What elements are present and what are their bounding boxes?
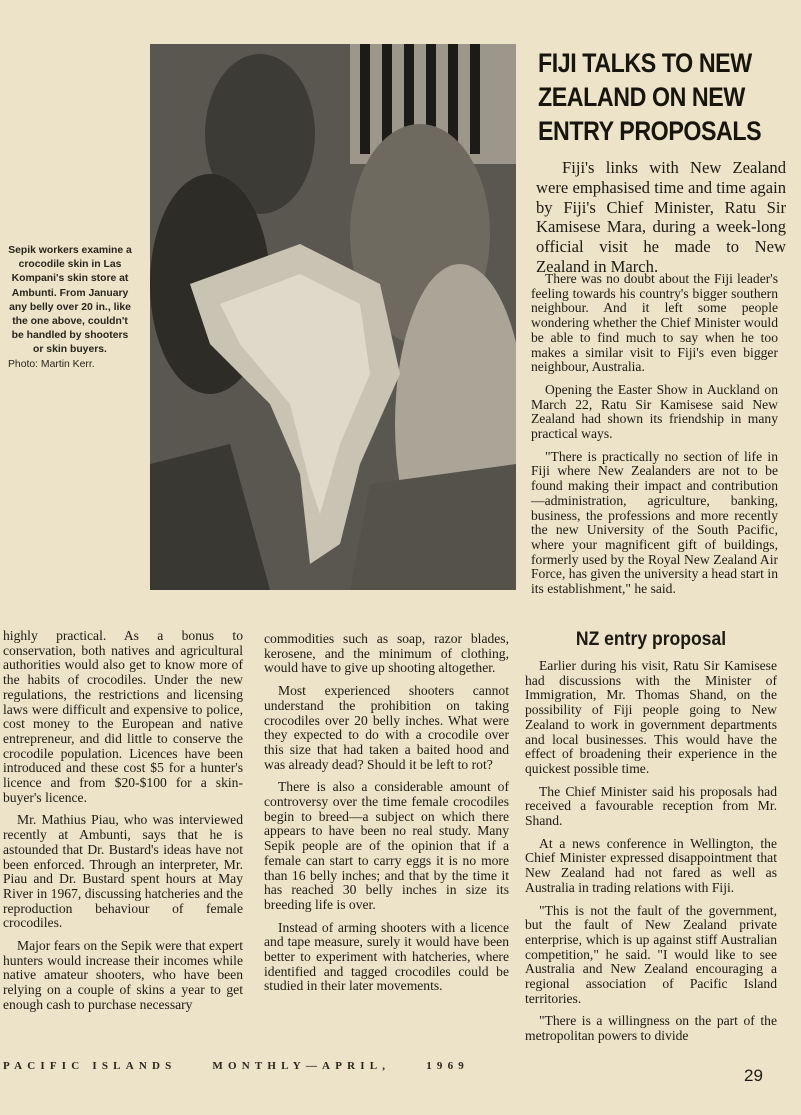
paragraph: Most experienced shooters cannot understand the prohibition on taking crocodiles over 20 belly inches. What were they expected to do with a crocodile over this size that had taken a baited hood and was already dead? Should it be left to rot? [264, 683, 509, 772]
right-column-top [531, 272, 778, 605]
paragraph: The Chief Minister said his proposals had received a favourable reception from Mr. Shand. [525, 783, 777, 829]
paragraph: commodities such as soap, razor blades, kerosene, and the minimum of clothing, would have to give up shooting altogether. [264, 631, 509, 676]
footer-year: 1969 [426, 1060, 469, 1072]
photo-caption [8, 244, 132, 372]
paragraph: Major fears on the Sepik were that expert hunters would increase their incomes while native amateur shooters, who have been relying on a couple of skins a year to get enough cash to purchase necessary [3, 938, 243, 1012]
left-column [3, 629, 243, 1021]
paragraph: Opening the Easter Show in Auckland on March 22, Ratu Sir Kamisese said New Zealand had shown its friendship in many practical ways. [531, 381, 778, 442]
paragraph: "This is not the fault of the government, but the fault of New Zealand private enterprise, which is up against stiff Australian competition," he said. "I would like to see Australia and New Zealand encouraging a regional association of Pacific Island territories. [525, 902, 777, 1006]
section-subhead: NZ entry proposal [575, 628, 727, 650]
paragraph: highly practical. As a bonus to conservation, both natives and agricultural authorities would also get to know more of the habits of crocodiles. Under the new regulations, the restrictions and licensing laws were difficult and expensive to police, cost money to the European and native entrepreneur, and did little to conserve the crocodile population. Licences have been introduced and these cost $5 for a hunter's licence and from $20-$100 for a skin-buyer's licence. [3, 628, 243, 805]
photo-credit: Photo: Martin Kerr. [8, 358, 95, 370]
paragraph: At a news conference in Wellington, the Chief Minister expressed disappointment that New Zealand had not fared as well as Australia in trading relations with Fiji. [525, 835, 777, 895]
paragraph: There is also a considerable amount of controversy over the time female crocodiles begin to breed—a subject on which there appears to have been no real study. Many Sepik people are of the opinion that if a female can start to carry eggs it is no more than 16 belly inches; and that by the time it has reached 30 belly inches in size its breeding life is over. [264, 779, 509, 912]
paragraph: Instead of arming shooters with a licence and tape measure, surely it would have been better to experiment with hatcheries, where identified and tagged crocodiles could be studied in their later movements. [264, 919, 509, 994]
paragraph: "There is practically no section of life in Fiji where New Zealanders are not to be found making their impact and contribution—administration, agriculture, banking, business, the professions and more recently the new University of the South Pacific, where your magnificent gift of buildings, formerly used by the Royal New Zealand Air Force, has given the university a head start in its establishment," he said. [531, 448, 778, 597]
paragraph: There was no doubt about the Fiji leader's feeling towards his country's bigger southern neighbour. And it left some people wondering whether the Chief Minister would be able to find much to say when he too makes a similar visit to Fiji's even bigger neighbour, Australia. [531, 271, 778, 375]
paragraph: Earlier during his visit, Ratu Sir Kamisese had discussions with the Minister of Immigration, Mr. Thomas Shand, on the possibility of Fiji people going to New Zealand to work in government departments and local businesses. This would have the effect of broadening their experience in the quickest possible time. [525, 658, 777, 776]
photo-image [150, 44, 516, 590]
article-lead: Fiji's links with New Zealand were emphasised time and time again by Fiji's Chief Minister, Ratu Sir Kamisese Mara, during a week-long official visit he made to New Zealand in March. [536, 158, 786, 276]
right-column-bottom [525, 659, 777, 1052]
footer-issue: MONTHLY—APRIL, [212, 1060, 391, 1072]
middle-column [264, 632, 509, 1002]
page-number: 29 [744, 1066, 763, 1085]
caption-text: Sepik workers examine a crocodile skin in Las Kompani's skin store at Ambunti. From January any belly over 20 in., like the one above, couldn't be handled by shooters or skin buyers. [8, 245, 132, 356]
paragraph: Mr. Mathius Piau, who was interviewed recently at Ambunti, says that he is astounded that Dr. Bustard's ideas have not been enforced. Through an interpreter, Mr. Piau and Dr. Bustard spent hours at May River in 1967, discussing hatcheries and the reproduction behaviour of female crocodiles. [3, 812, 243, 931]
article-headline: FIJI TALKS TO NEW ZEALAND ON NEW ENTRY PROPOSALS [538, 48, 762, 146]
page-footer [3, 1060, 523, 1072]
crocodile-skin-photo [150, 44, 516, 590]
paragraph: "There is a willingness on the part of the metropolitan powers to divide [525, 1013, 777, 1044]
footer-publication: PACIFIC ISLANDS [3, 1060, 177, 1072]
